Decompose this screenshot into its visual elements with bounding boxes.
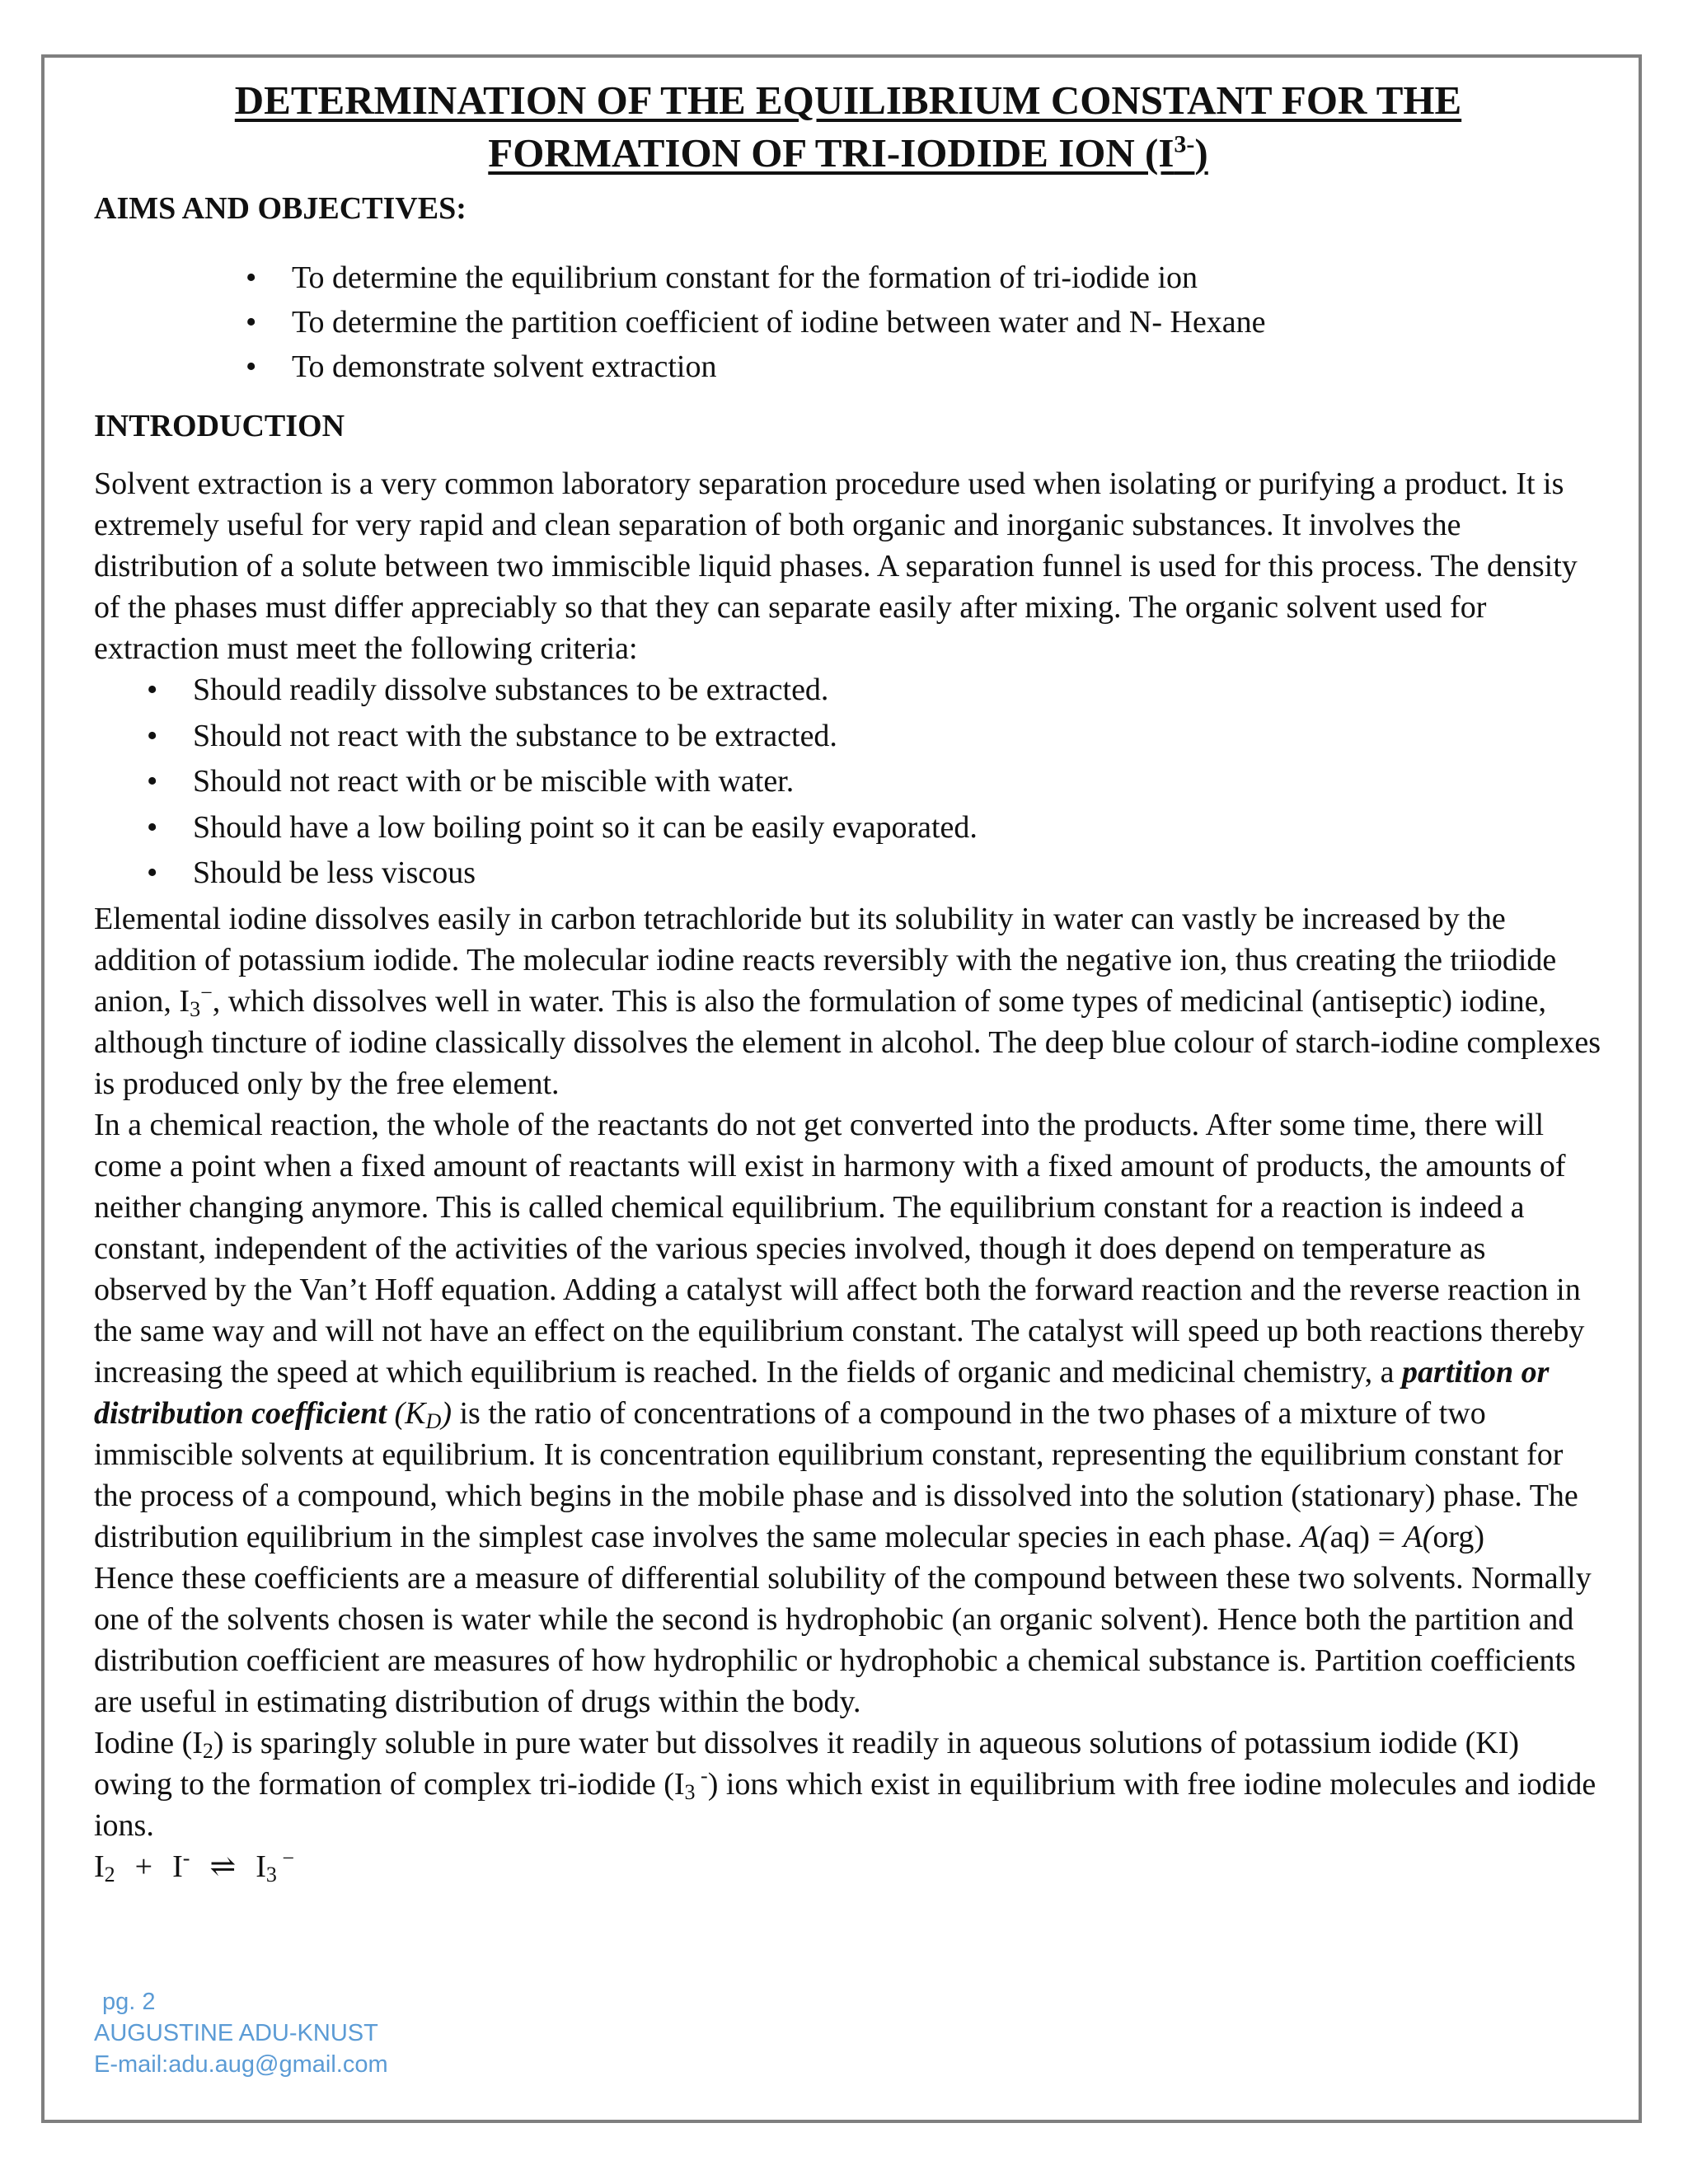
paragraph-iodine-ki (94, 1722, 1602, 1846)
criteria-item: • Should be less viscous (193, 852, 1602, 898)
eq-triiodide: I (256, 1849, 266, 1884)
text-run: Elemental iodine dissolves easily in carbon tetrachloride but its solubility in water can vastly be increased by the addition of potassium iodide. The molecular iodine reacts reversibly with the negative ion, thus creating the triiodide anion, I (94, 901, 1557, 1019)
text-run: ) ions which exist in equilibrium with free iodine molecules and iodide ions. (94, 1766, 1597, 1843)
aims-list (94, 257, 1602, 391)
eq-plus: + (134, 1849, 153, 1884)
text-run: is the ratio of concentrations of a compound in the two phases of a mixture of two immiscible solvents at equilibrium. It is concentration equilibrium constant, representing the equilibrium constant for the process of a compound, which begins in the mobile phase and is dissolved into the solution (stationary) phase. The distribution equilibrium in the simplest case involves the same molecular species in each phase. (94, 1395, 1578, 1554)
text-run: aq) = (1329, 1519, 1404, 1554)
species-a: A( (1403, 1519, 1433, 1554)
paragraph-iodine-solubility (94, 898, 1602, 1104)
subscript: 3 (265, 1862, 277, 1886)
eq-iodide: I (172, 1849, 183, 1884)
page-title (94, 74, 1602, 180)
footer-author: AUGUSTINE ADU-KNUST (94, 2020, 378, 2046)
criteria-item: • Should not react with the substance to be extracted. (193, 715, 1602, 762)
criteria-list (94, 669, 1602, 898)
aim-item: • To determine the partition coefficient of iodine between water and N- Hexane (292, 302, 1602, 346)
emphasis-term: partition or distribution coefficient (94, 1354, 1550, 1431)
eq-iodine: I (94, 1849, 105, 1884)
aims-heading: AIMS AND OBJECTIVES: (94, 191, 467, 226)
title-line-2: FORMATION OF TRI-IODIDE ION (I (488, 130, 1175, 176)
paragraph-coefficients: Hence these coefficients are a measure of differential solubility of the compound between these two solvents. Normally one of the solvents chosen is water while the second is hydrophobic (an organic solvent). Hence both the partition and distribution coefficient are measures of how hydrophilic or hydrophobic a chemical substance is. Partition coefficients are useful in estimating distribution of drugs within the body. (94, 1560, 1592, 1719)
kd-close: ) (441, 1395, 452, 1431)
criteria-item: • Should readily dissolve substances to be extracted. (193, 669, 1602, 715)
aim-item: • To determine the equilibrium constant for the formation of tri-iodide ion (292, 257, 1602, 302)
subscript: 2 (202, 1738, 213, 1763)
aim-item: • To demonstrate solvent extraction (292, 346, 1602, 391)
equilibrium-equation (94, 1846, 1602, 1887)
page-footer (94, 1986, 388, 2080)
criteria-item: • Should not react with or be miscible with water. (193, 761, 1602, 807)
criteria-item: • Should have a low boiling point so it can be easily evaporated. (193, 807, 1602, 853)
superscript: - (182, 1845, 190, 1870)
subscript: 2 (104, 1862, 115, 1886)
superscript: - (695, 1763, 708, 1788)
introduction-heading: INTRODUCTION (94, 409, 345, 443)
title-superscript: 3- (1174, 130, 1195, 158)
superscript: − (200, 980, 213, 1005)
text-run: org) (1432, 1519, 1485, 1554)
kd-subscript: D (425, 1408, 442, 1433)
text-run: ) is sparingly soluble in pure water but dissolves it readily in aqueous solutions of potassium iodide (KI) owing to the formation of complex tri-iodide (I (94, 1725, 1520, 1802)
text-run: In a chemical reaction, the whole of the reactants do not get converted into the products. After some time, there will come a point when a fixed amount of reactants will exist in harmony with a fixed amount of products, the amounts of neither changing anymore. This is called chemical equilibrium. The equilibrium constant for a reaction is indeed a constant, independent of the activities of the various species involved, though it does depend on temperature as observed by the Van’t Hoff equation. Adding a catalyst will affect both the forward reaction and the reverse reaction in the same way and will not have an effect on the equilibrium constant. The catalyst will speed up both reactions thereby increasing the speed at which equilibrium is reached. In the fields of organic and medicinal chemistry, a (94, 1107, 1585, 1390)
kd-open: (K (387, 1395, 426, 1431)
title-line-1: DETERMINATION OF THE EQUILIBRIUM CONSTANT FOR THE (234, 77, 1462, 123)
subscript: 3 (190, 996, 201, 1021)
intro-paragraph-1: Solvent extraction is a very common laboratory separation procedure used when isolating or purifying a product. It is extremely useful for very rapid and clean separation of both organic and inorganic substances. It involves the distribution of a solute between two immiscible liquid phases. A separation funnel is used for this process. The density of the phases must differ appreciably so that they can separate easily after mixing. The organic solvent used for extraction must meet the following criteria: (94, 466, 1578, 666)
species-a: A( (1300, 1519, 1330, 1554)
paragraph-equilibrium (94, 1104, 1602, 1558)
title-close: ) (1194, 130, 1208, 176)
document-body (94, 74, 1602, 1887)
text-run: Iodine (I (94, 1725, 203, 1760)
footer-email: E-mail:adu.aug@gmail.com (94, 2051, 388, 2078)
text-run: , which dissolves well in water. This is also the formulation of some types of medicinal (antiseptic) iodine, although tincture of iodine classically dissolves the element in alcohol. The deep blue colour of starch-iodine complexes is produced only by the free element. (94, 983, 1601, 1101)
superscript: − (276, 1845, 295, 1870)
equilibrium-arrow-icon: ⇌ (209, 1849, 237, 1884)
subscript: 3 (684, 1779, 696, 1804)
page-number: pg. 2 (102, 1989, 156, 2015)
